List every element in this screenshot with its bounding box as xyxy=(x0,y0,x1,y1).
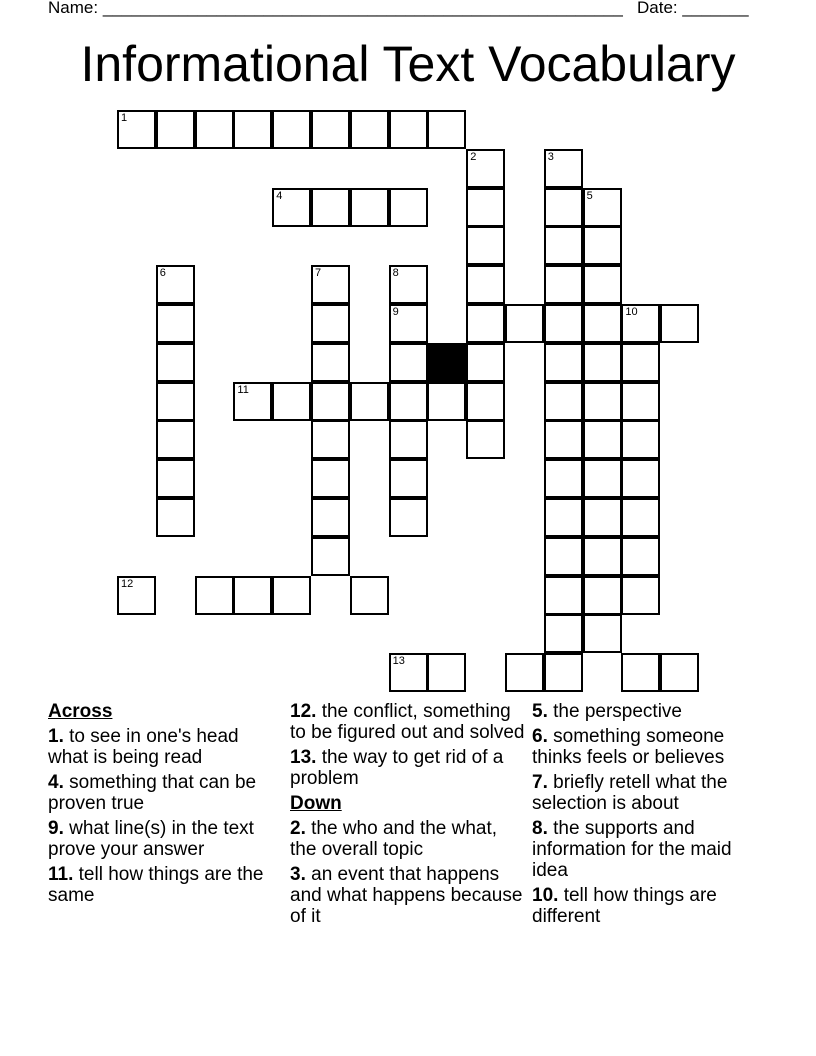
grid-cell[interactable] xyxy=(466,188,505,227)
clues-column-1 xyxy=(48,701,284,906)
grid-cell[interactable] xyxy=(389,343,428,382)
date-blank: _______ xyxy=(682,0,749,17)
grid-cell[interactable] xyxy=(544,382,583,421)
grid-cell[interactable] xyxy=(311,343,350,382)
grid-cell[interactable] xyxy=(544,537,583,576)
grid-cell[interactable] xyxy=(505,653,544,692)
grid-cell[interactable] xyxy=(389,382,428,421)
grid-cell[interactable] xyxy=(621,576,660,615)
grid-cell[interactable] xyxy=(272,110,311,149)
grid-cell[interactable] xyxy=(311,110,350,149)
grid-cell[interactable] xyxy=(195,576,234,615)
grid-cell[interactable] xyxy=(583,382,622,421)
grid-cell[interactable] xyxy=(156,110,195,149)
grid-cell[interactable] xyxy=(583,420,622,459)
grid-cell[interactable] xyxy=(389,110,428,149)
clue-number: 11 xyxy=(237,383,249,396)
grid-cell[interactable] xyxy=(621,343,660,382)
grid-cell[interactable] xyxy=(311,304,350,343)
grid-cell[interactable] xyxy=(117,576,156,615)
clue-across-4: 4. something that can be proven true xyxy=(48,772,257,814)
grid-cell[interactable] xyxy=(583,343,622,382)
grid-cell[interactable] xyxy=(660,653,699,692)
grid-cell[interactable] xyxy=(544,498,583,537)
grid-cell[interactable] xyxy=(544,653,583,692)
grid-cell[interactable] xyxy=(389,498,428,537)
grid-cell[interactable] xyxy=(505,304,544,343)
grid-cell[interactable] xyxy=(466,420,505,459)
clue-across-9: 9. what line(s) in the text prove your answer xyxy=(48,818,254,860)
clue-number: 6 xyxy=(159,267,166,280)
clue-number: 2 xyxy=(470,150,477,163)
date-label: Date: xyxy=(637,0,678,17)
clue-down-3: 3. an event that happens and what happens because of it xyxy=(290,864,523,927)
grid-cell[interactable] xyxy=(583,188,622,227)
grid-cell[interactable] xyxy=(233,382,272,421)
clue-across-1: 1. to see in one's head what is being read xyxy=(48,726,239,768)
grid-cell[interactable] xyxy=(621,420,660,459)
clue-down-6: 6. something someone thinks feels or believes xyxy=(532,726,725,768)
name-blank: _______________________________________________________ xyxy=(102,0,623,17)
name-label: Name: xyxy=(48,0,99,17)
grid-cell[interactable] xyxy=(350,188,389,227)
grid-cell[interactable] xyxy=(427,110,466,149)
grid-cell[interactable] xyxy=(233,110,272,149)
grid-cell[interactable] xyxy=(466,343,505,382)
grid-cell[interactable] xyxy=(272,188,311,227)
clue-number: 12 xyxy=(121,577,134,590)
grid-cell[interactable] xyxy=(660,304,699,343)
grid-cell[interactable] xyxy=(544,188,583,227)
grid-cell[interactable] xyxy=(311,459,350,498)
grid-cell[interactable] xyxy=(621,537,660,576)
grid-cell[interactable] xyxy=(389,265,428,304)
grid-cell[interactable] xyxy=(466,382,505,421)
grid-cell[interactable] xyxy=(311,188,350,227)
grid-cell[interactable] xyxy=(621,653,660,692)
grid-cell[interactable] xyxy=(621,498,660,537)
grid-cell[interactable] xyxy=(311,382,350,421)
grid-cell[interactable] xyxy=(272,576,311,615)
grid-cell[interactable] xyxy=(544,149,583,188)
grid-cell[interactable] xyxy=(544,343,583,382)
clue-down-5: 5. the perspective xyxy=(532,701,682,722)
grid-cell[interactable] xyxy=(583,226,622,265)
grid-cell[interactable] xyxy=(466,265,505,304)
grid-cell[interactable] xyxy=(544,304,583,343)
grid-cell[interactable] xyxy=(156,459,195,498)
grid-cell[interactable] xyxy=(544,420,583,459)
grid-cell[interactable] xyxy=(156,265,195,304)
clue-down-10: 10. tell how things are different xyxy=(532,885,717,927)
grid-cell[interactable] xyxy=(621,459,660,498)
grid-cell[interactable] xyxy=(544,265,583,304)
grid-cell[interactable] xyxy=(389,420,428,459)
clue-number: 13 xyxy=(392,655,405,668)
clues-column-2 xyxy=(290,701,526,927)
grid-cell[interactable] xyxy=(389,188,428,227)
clue-number: 8 xyxy=(392,267,399,280)
clue-number: 3 xyxy=(547,150,554,163)
clue-number: 5 xyxy=(586,189,593,202)
grid-cell[interactable] xyxy=(544,459,583,498)
grid-cell[interactable] xyxy=(544,614,583,653)
grid-cell[interactable] xyxy=(311,420,350,459)
clue-number: 1 xyxy=(121,112,128,124)
clue-down-2: 2. the who and the what, the overall topic xyxy=(290,818,498,860)
grid-cell[interactable] xyxy=(466,226,505,265)
grid-cell[interactable] xyxy=(311,265,350,304)
black-cell xyxy=(427,343,466,382)
grid-cell[interactable] xyxy=(117,110,156,149)
grid-cell[interactable] xyxy=(350,110,389,149)
grid-cell[interactable] xyxy=(350,382,389,421)
clue-across-12: 12. the conflict, something to be figured out and solved xyxy=(290,701,525,743)
grid-cell[interactable] xyxy=(195,110,234,149)
grid-cell[interactable] xyxy=(389,304,428,343)
clue-across-13: 13. the way to get rid of a problem xyxy=(290,747,504,789)
grid-cell[interactable] xyxy=(233,576,272,615)
grid-cell[interactable] xyxy=(156,420,195,459)
grid-cell[interactable] xyxy=(583,498,622,537)
clue-number: 9 xyxy=(392,306,399,318)
clue-number: 4 xyxy=(276,189,283,202)
grid-cell[interactable] xyxy=(583,614,622,653)
grid-cell[interactable] xyxy=(583,576,622,615)
clues-column-3 xyxy=(532,701,768,927)
clue-down-8: 8. the supports and information for the maid idea xyxy=(532,818,732,881)
grid-cell[interactable] xyxy=(156,343,195,382)
page-title: Informational Text Vocabulary xyxy=(80,36,736,92)
grid-cell[interactable] xyxy=(156,382,195,421)
grid-cell[interactable] xyxy=(621,304,660,343)
grid-cell[interactable] xyxy=(350,576,389,615)
clue-number: 10 xyxy=(625,306,638,318)
grid-cell[interactable] xyxy=(466,304,505,343)
grid-cell[interactable] xyxy=(583,265,622,304)
grid-cell[interactable] xyxy=(427,382,466,421)
grid-cell[interactable] xyxy=(389,459,428,498)
grid-cell[interactable] xyxy=(389,653,428,692)
grid-cell[interactable] xyxy=(156,498,195,537)
grid-cell[interactable] xyxy=(466,149,505,188)
clue-across-11: 11. tell how things are the same xyxy=(48,864,264,906)
clue-down-7: 7. briefly retell what the selection is about xyxy=(532,772,728,814)
grid-cell[interactable] xyxy=(583,459,622,498)
grid-cell[interactable] xyxy=(311,537,350,576)
grid-cell[interactable] xyxy=(583,537,622,576)
down-heading: Down xyxy=(290,793,342,814)
grid-cell[interactable] xyxy=(621,382,660,421)
grid-cell[interactable] xyxy=(544,576,583,615)
grid-cell[interactable] xyxy=(156,304,195,343)
grid-cell[interactable] xyxy=(311,498,350,537)
across-heading: Across xyxy=(48,701,113,722)
grid-cell[interactable] xyxy=(427,653,466,692)
grid-cell[interactable] xyxy=(583,304,622,343)
grid-cell[interactable] xyxy=(272,382,311,421)
clue-number: 7 xyxy=(315,267,322,280)
grid-cell[interactable] xyxy=(544,226,583,265)
